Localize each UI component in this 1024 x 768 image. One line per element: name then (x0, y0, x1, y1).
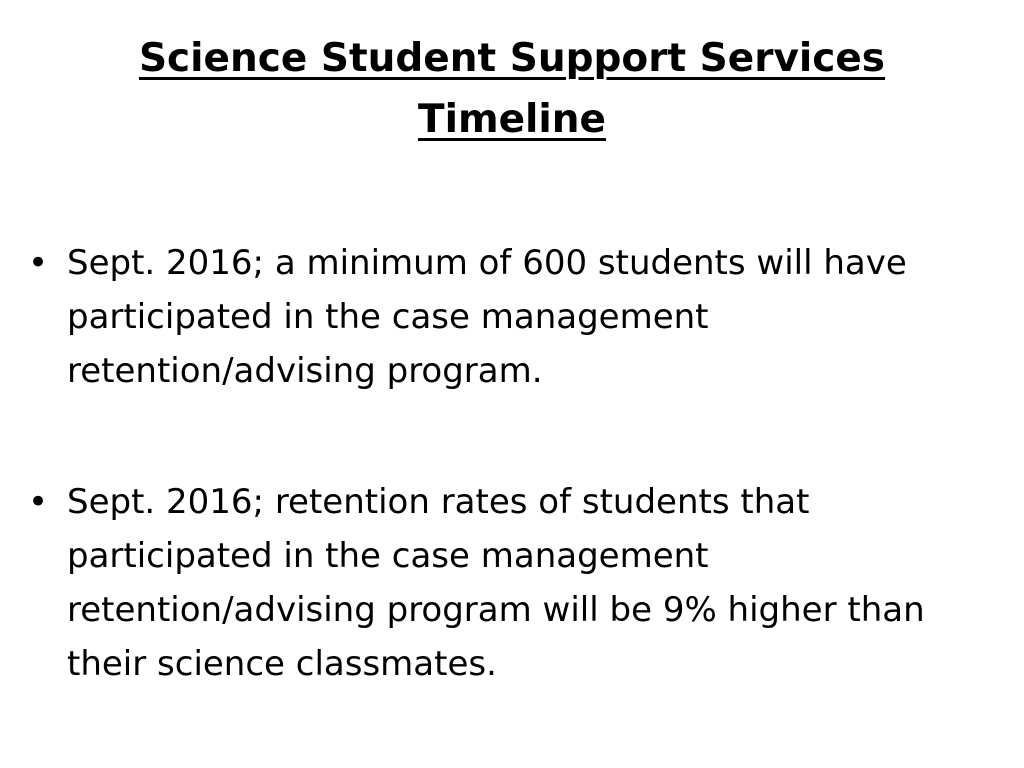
bullet-text-line: retention/advising program. (67, 351, 543, 391)
bullet-item-participation-goal (28, 236, 1013, 398)
bullet-text-line: Sept. 2016; a minimum of 600 students will have (67, 243, 907, 283)
bullet-text-line: retention/advising program will be 9% higher than (67, 590, 925, 630)
bullet-text-line: participated in the case management (67, 297, 709, 337)
bullet-text-line: participated in the case management (67, 536, 709, 576)
slide-title (60, 28, 964, 150)
bullet-text-line: Sept. 2016; retention rates of students that (67, 482, 810, 522)
bullet-marker: • (28, 482, 49, 522)
bullet-marker: • (28, 243, 49, 283)
bullet-text-line: their science classmates. (67, 644, 497, 684)
slide-title-line-1: Science Student Support Services (138, 36, 886, 81)
bullet-list (28, 236, 1013, 691)
bullet-item-retention-goal (28, 475, 1013, 691)
slide-title-line-2: Timeline (417, 97, 606, 142)
